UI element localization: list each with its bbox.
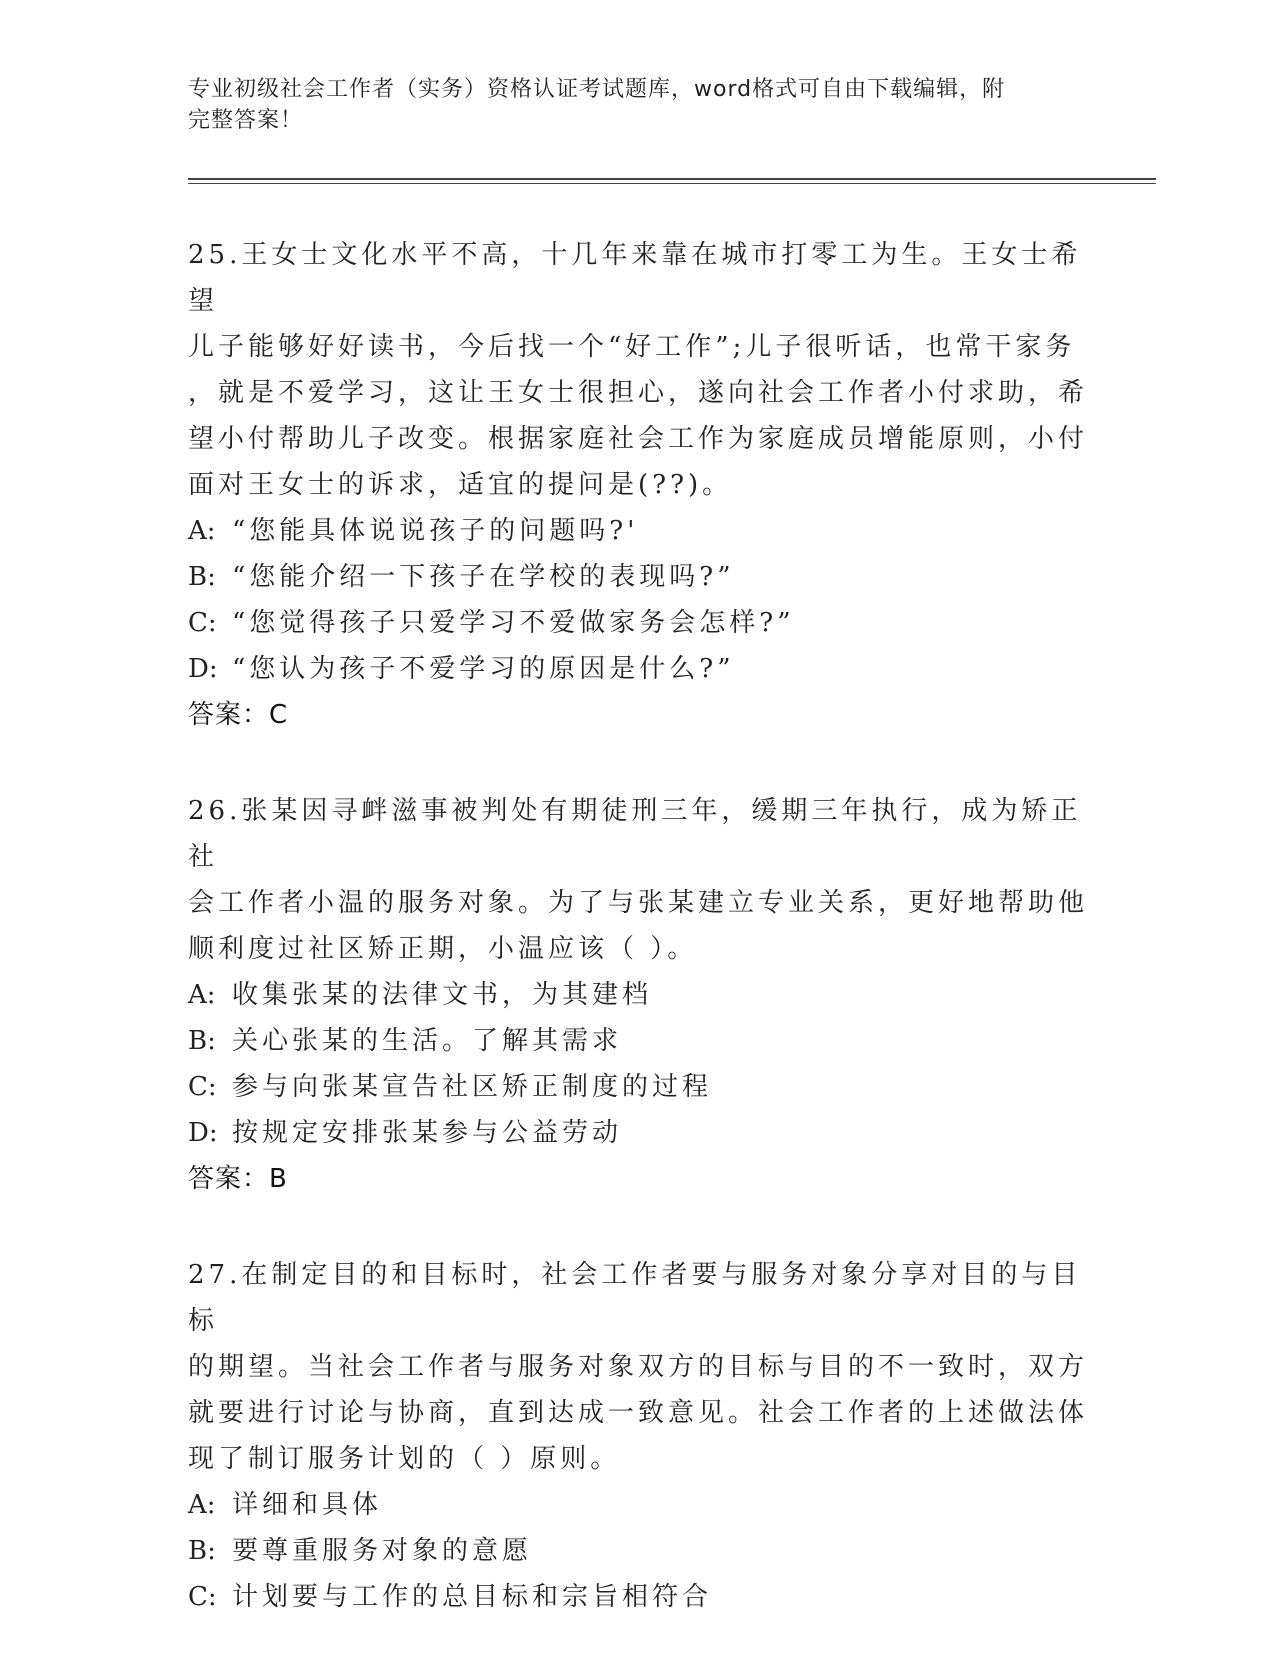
question-line: 的期望。当社会工作者与服务对象双方的目标与目的不一致时，双方 — [188, 1352, 1089, 1382]
answer-line: 答案：C — [188, 700, 289, 730]
option-text: “您觉得孩子只爱学习不爱做家务会怎样?” — [232, 608, 795, 638]
option-d — [188, 646, 1088, 692]
option-text: 计划要与工作的总目标和宗旨相符合 — [232, 1582, 713, 1612]
option-letter: B: — [188, 1536, 216, 1566]
option-text: 收集张某的法律文书，为其建档 — [232, 980, 653, 1010]
question-line: 26.张某因寻衅滋事被判处有期徒刑三年，缓期三年执行，成为矫正社 — [188, 796, 1082, 872]
header-divider-thin — [188, 183, 1156, 184]
option-c — [188, 1574, 1088, 1620]
question-line: 望小付帮助儿子改变。根据家庭社会工作为家庭成员增能原则，小付 — [188, 424, 1089, 454]
option-b — [188, 554, 1088, 600]
option-a — [188, 508, 1088, 554]
option-text: “您能介绍一下孩子在学校的表现吗?” — [232, 562, 735, 592]
option-d — [188, 1110, 1088, 1156]
header-line-1: 专业初级社会工作者（实务）资格认证考试题库，word格式可自由下载编辑，附 — [188, 77, 1006, 102]
option-c — [188, 1064, 1088, 1110]
question-25 — [188, 232, 1088, 738]
question-line: 就要进行讨论与协商，直到达成一致意见。社会工作者的上述做法体 — [188, 1398, 1089, 1428]
question-line: ，就是不爱学习，这让王女士很担心，遂向社会工作者小付求助，希 — [188, 378, 1089, 408]
option-letter: C: — [188, 1582, 217, 1612]
option-a — [188, 1482, 1088, 1528]
option-b — [188, 1018, 1088, 1064]
option-text: 关心张某的生活。了解其需求 — [232, 1026, 623, 1056]
question-26 — [188, 788, 1088, 1202]
question-list — [188, 232, 1088, 1670]
option-a — [188, 972, 1088, 1018]
question-27 — [188, 1252, 1088, 1620]
document-header — [188, 74, 1068, 136]
option-letter: C: — [188, 608, 217, 638]
header-divider-thick — [188, 178, 1156, 180]
option-letter: B: — [188, 562, 216, 592]
question-line: 儿子能够好好读书，今后找一个“好工作”;儿子很听话，也常干家务 — [188, 332, 1076, 362]
option-letter: C: — [188, 1072, 217, 1102]
option-text: “您认为孩子不爱学习的原因是什么?” — [232, 654, 735, 684]
answer-line: 答案：B — [188, 1164, 288, 1194]
question-line: 顺利度过社区矫正期，小温应该（ ）。 — [188, 934, 698, 964]
option-text: “您能具体说说孩子的问题吗?' — [232, 516, 639, 546]
option-letter: A: — [188, 980, 216, 1010]
question-line: 现了制订服务计划的（ ）原则。 — [188, 1444, 621, 1474]
option-b — [188, 1528, 1088, 1574]
option-text: 参与向张某宣告社区矫正制度的过程 — [232, 1072, 713, 1102]
option-text: 按规定安排张某参与公益劳动 — [232, 1118, 623, 1148]
question-line: 27.在制定目的和目标时，社会工作者要与服务对象分享对目的与目标 — [188, 1260, 1082, 1336]
option-letter: D: — [188, 1118, 218, 1148]
option-text: 要尊重服务对象的意愿 — [232, 1536, 533, 1566]
question-line: 面对王女士的诉求，适宜的提问是(??)。 — [188, 470, 733, 500]
question-line: 25.王女士文化水平不高，十几年来靠在城市打零工为生。王女士希望 — [188, 240, 1082, 316]
header-line-2: 完整答案！ — [188, 108, 304, 133]
option-letter: B: — [188, 1026, 216, 1056]
option-letter: A: — [188, 516, 216, 546]
option-letter: A: — [188, 1490, 216, 1520]
option-text: 详细和具体 — [232, 1490, 383, 1520]
option-c — [188, 600, 1088, 646]
option-letter: D: — [188, 654, 218, 684]
question-line: 会工作者小温的服务对象。为了与张某建立专业关系，更好地帮助他 — [188, 888, 1089, 918]
